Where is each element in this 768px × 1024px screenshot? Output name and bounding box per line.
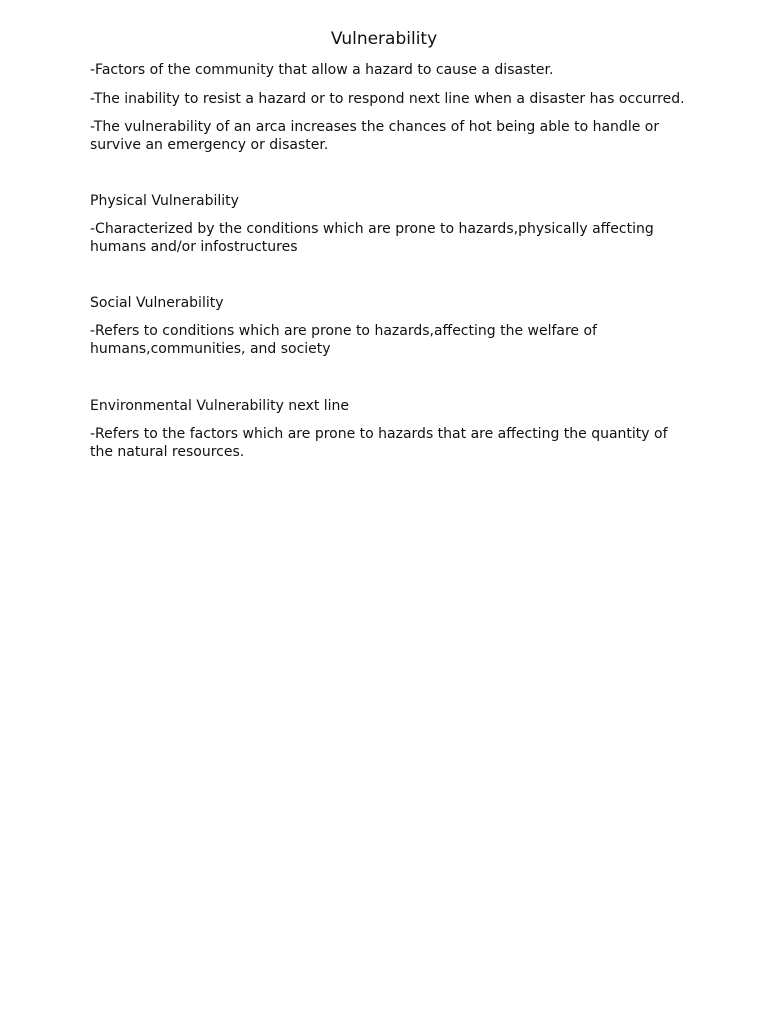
section-body-environmental: -Refers to the factors which are prone to hazards that are affecting the quantity of the natural resources.	[90, 426, 668, 460]
section-body-physical: -Characterized by the conditions which are prone to hazards,physically affecting humans and/or infostructures	[90, 221, 654, 255]
section-heading-environmental: Environmental Vulnerability next line	[90, 398, 350, 414]
intro-paragraph-inability: -The inability to resist a hazard or to respond next line when a disaster has occurred.	[90, 91, 685, 107]
intro-paragraph-factors: -Factors of the community that allow a hazard to cause a disaster.	[90, 62, 554, 78]
document-title: Vulnerability	[330, 29, 438, 49]
section-body-social: -Refers to conditions which are prone to hazards,affecting the welfare of humans,communities, and society	[90, 323, 597, 357]
section-heading-social: Social Vulnerability	[90, 295, 224, 311]
section-heading-physical: Physical Vulnerability	[90, 193, 239, 209]
intro-paragraph-vulnerability: -The vulnerability of an arca increases the chances of hot being able to handle or survive an emergency or disaster.	[90, 119, 660, 153]
